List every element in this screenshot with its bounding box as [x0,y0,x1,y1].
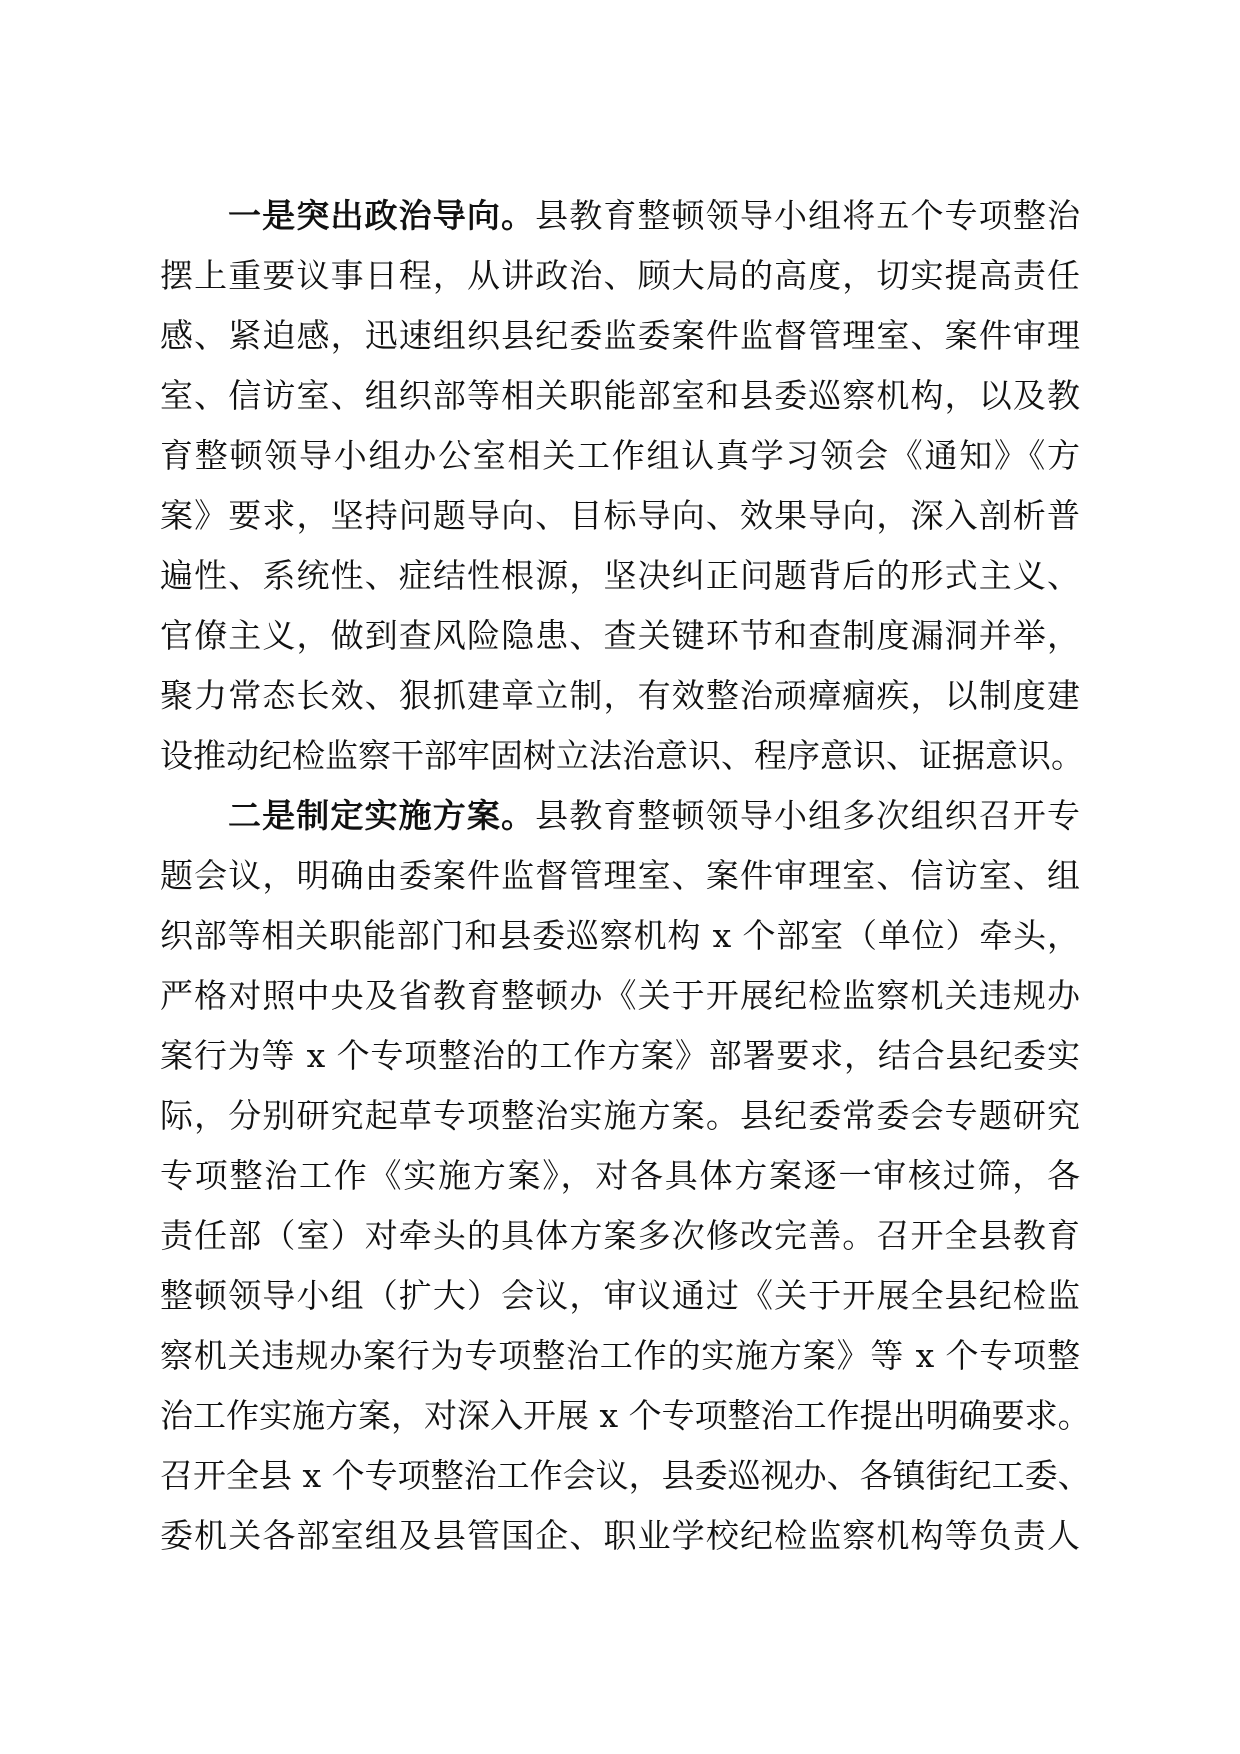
paragraph-2-text: 县教育整顿领导小组多次组织召开专 [535,796,1080,835]
paragraph-2-heading: 二是制定实施方案。 [228,796,536,835]
body-text [160,186,1091,1566]
paragraph-1-line-8: 官僚主义，做到查风险隐患、查关键环节和查制度漏洞并举， [160,616,1080,655]
paragraph-1-line-4: 室、信访室、组织部等相关职能部室和县委巡察机构，以及教 [160,376,1080,415]
paragraph-1-line-10: 设推动纪检监察干部牢固树立法治意识、程序意识、证据意识。 [160,736,1084,775]
paragraph-2-line-1 [160,786,1080,846]
paragraph-1-line-9: 聚力常态长效、狠抓建章立制，有效整治顽瘴痼疾，以制度建 [160,676,1080,715]
paragraph-1-line-3: 感、紧迫感，迅速组织县纪委监委案件监督管理室、案件审理 [160,316,1080,355]
paragraph-1-text: 县教育整顿领导小组将五个专项整治 [535,196,1080,235]
paragraph-2-line-7: 专项整治工作《实施方案》，对各具体方案逐一审核过筛，各 [160,1156,1080,1195]
paragraph-2-line-3: 织部等相关职能部门和县委巡察机构 x 个部室（单位）牵头， [160,916,1080,955]
paragraph-1-line-6: 案》要求，坚持问题导向、目标导向、效果导向，深入剖析普 [160,496,1080,535]
paragraph-2-line-10: 察机关违规办案行为专项整治工作的实施方案》等 x 个专项整 [160,1336,1080,1375]
paragraph-2-line-11: 治工作实施方案，对深入开展 x 个专项整治工作提出明确要求。 [160,1396,1091,1435]
paragraph-1-heading: 一是突出政治导向。 [228,196,536,235]
paragraph-1-line-1 [160,186,1080,246]
paragraph-1-line-2: 摆上重要议事日程，从讲政治、顾大局的高度，切实提高责任 [160,256,1080,295]
paragraph-2-line-8: 责任部（室）对牵头的具体方案多次修改完善。召开全县教育 [160,1216,1080,1255]
paragraph-2-line-13: 委机关各部室组及县管国企、职业学校纪检监察机构等负责人 [160,1516,1080,1555]
paragraph-2-line-9: 整顿领导小组（扩大）会议，审议通过《关于开展全县纪检监 [160,1276,1080,1315]
paragraph-1-line-5: 育整顿领导小组办公室相关工作组认真学习领会《通知》《方 [160,436,1080,475]
paragraph-2-line-12: 召开全县 x 个专项整治工作会议，县委巡视办、各镇街纪工委、 [160,1456,1091,1495]
paragraph-2-line-2: 题会议，明确由委案件监督管理室、案件审理室、信访室、组 [160,856,1080,895]
paragraph-2-line-6: 际，分别研究起草专项整治实施方案。县纪委常委会专题研究 [160,1096,1080,1135]
paragraph-1-line-7: 遍性、系统性、症结性根源，坚决纠正问题背后的形式主义、 [160,556,1080,595]
paragraph-2-line-5: 案行为等 x 个专项整治的工作方案》部署要求，结合县纪委实 [160,1036,1080,1075]
paragraph-2-line-4: 严格对照中央及省教育整顿办《关于开展纪检监察机关违规办 [160,976,1080,1015]
